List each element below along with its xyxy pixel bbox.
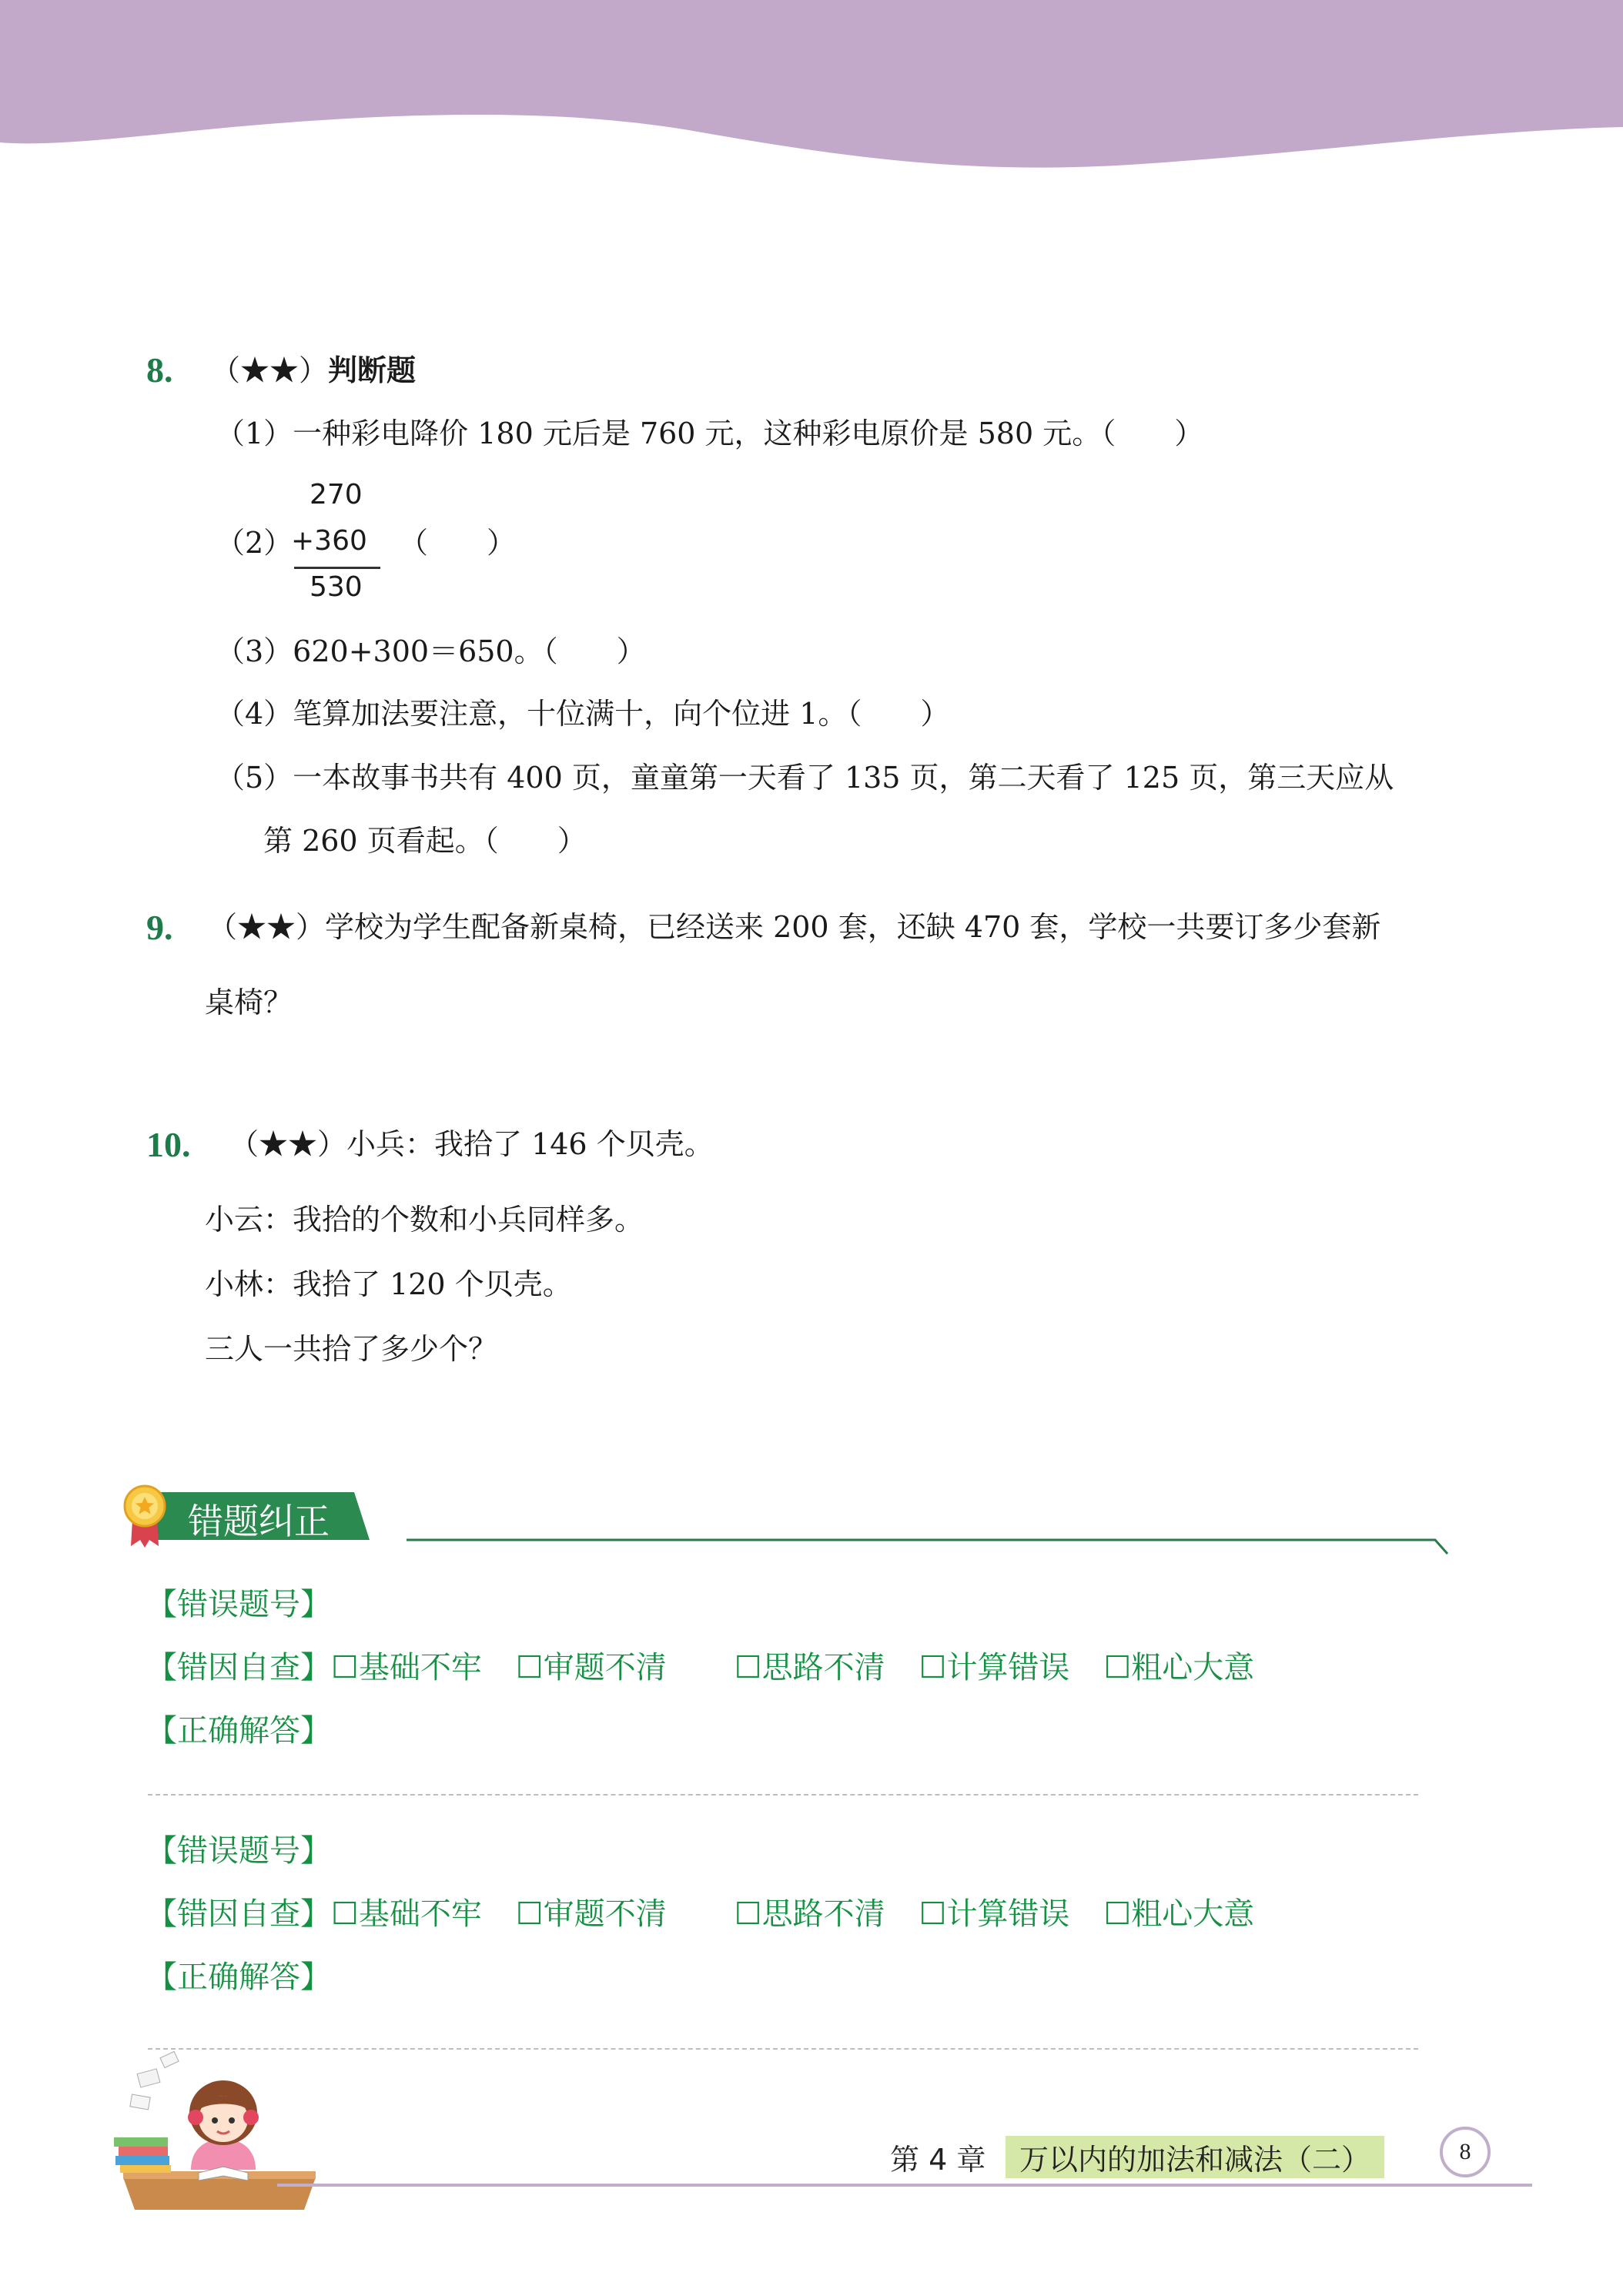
- checkbox-approach-1[interactable]: ☐思路不清: [734, 1650, 885, 1685]
- correction-banner-title: 错题纠正: [188, 1501, 330, 1542]
- checkbox-calculation-2[interactable]: ☐计算错误: [919, 1896, 1070, 1932]
- question-8-item-5: （5）一本故事书共有 400 页，童童第一天看了 135 页，第二天看了 125 页，第三天应从: [216, 761, 1394, 795]
- medal-icon: [123, 1481, 166, 1549]
- checkbox-reading-2[interactable]: ☐审题不清: [515, 1896, 667, 1932]
- question-number-9: 9.: [146, 908, 173, 947]
- error-cause-label-1: 【错因自查】: [146, 1650, 331, 1685]
- question-10-line-1: （★★）小兵：我拾了 146 个贝壳。: [229, 1127, 714, 1161]
- question-8-heading: [211, 353, 416, 389]
- checkbox-reading-1[interactable]: ☐审题不清: [515, 1650, 667, 1685]
- question-8-item-2-label: （2）: [216, 526, 293, 560]
- vertical-sum-result: 530: [310, 571, 363, 603]
- checkbox-basics-2[interactable]: ☐基础不牢: [331, 1896, 482, 1932]
- checkbox-basics-1[interactable]: ☐基础不牢: [331, 1650, 482, 1685]
- question-number-8: 8.: [146, 350, 173, 390]
- checkbox-calculation-1[interactable]: ☐计算错误: [919, 1650, 1070, 1685]
- banner-underline: [407, 1532, 1451, 1555]
- footer-chapter-title: 万以内的加法和减法（二）: [1006, 2136, 1384, 2178]
- page-number-text: 8: [1459, 2139, 1471, 2164]
- checkbox-careless-2[interactable]: ☐粗心大意: [1103, 1896, 1255, 1932]
- footer-chapter-label: 第 4 章: [890, 2143, 986, 2177]
- vertical-sum-line: [294, 567, 380, 569]
- page-number: [1440, 2127, 1491, 2177]
- question-8-item-5-continued: 第 260 页看起。（ ）: [263, 824, 587, 858]
- question-8-title: 判断题: [328, 353, 417, 387]
- header-wave: [0, 0, 1623, 177]
- error-number-label-1: 【错误题号】: [146, 1587, 331, 1622]
- question-8-item-1: （1）一种彩电降价 180 元后是 760 元，这种彩电原价是 580 元。（ ）: [216, 417, 1204, 450]
- question-8-item-4: （4）笔算加法要注意，十位满十，向个位进 1。（ ）: [216, 697, 950, 731]
- student-illustration: [108, 2048, 323, 2217]
- divider-dashed-2: [148, 2048, 1418, 2050]
- vertical-addend-top: 270: [310, 479, 363, 510]
- divider-dashed-1: [148, 1794, 1418, 1796]
- question-10-line-3: 小林：我拾了 120 个贝壳。: [205, 1267, 572, 1301]
- question-8-item-2-answer-paren: （ ）: [399, 526, 517, 560]
- correct-answer-label-2: 【正确解答】: [146, 1960, 331, 1995]
- question-8-stars: （★★）: [211, 353, 329, 387]
- vertical-addend-middle: +360: [291, 525, 367, 557]
- correct-answer-label-1: 【正确解答】: [146, 1713, 331, 1749]
- error-cause-label-2: 【错因自查】: [146, 1896, 331, 1932]
- footer-rule: [277, 2184, 1532, 2187]
- question-10-line-2: 小云：我拾的个数和小兵同样多。: [205, 1203, 644, 1237]
- question-9-text-continued: 桌椅？: [205, 986, 293, 1019]
- question-9-text: （★★）学校为学生配备新桌椅，已经送来 200 套，还缺 470 套，学校一共要订多少套新: [208, 910, 1381, 944]
- question-10-line-4: 三人一共拾了多少个？: [205, 1332, 498, 1366]
- error-number-label-2: 【错误题号】: [146, 1833, 331, 1869]
- error-cause-row-2: [146, 1889, 1254, 1933]
- error-cause-row-1: [146, 1643, 1254, 1687]
- checkbox-careless-1[interactable]: ☐粗心大意: [1103, 1650, 1255, 1685]
- question-number-10: 10.: [146, 1125, 191, 1164]
- question-8-item-3: （3）620+300＝650。（ ）: [216, 634, 646, 668]
- checkbox-approach-2[interactable]: ☐思路不清: [734, 1896, 885, 1932]
